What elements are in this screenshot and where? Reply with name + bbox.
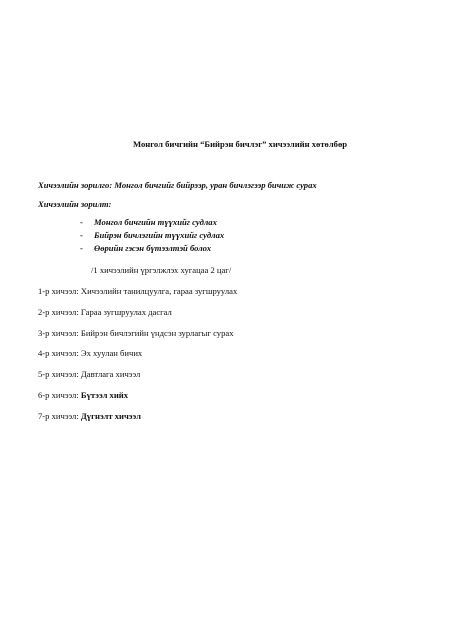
document-title: Монгол бичгийн “Бийрэн бичлэг” хичээлийн хөтөлбөр [133,139,348,149]
lesson-topic: Бүтээл хийх [80,389,129,400]
bullet-dash: - [80,217,83,227]
bullet-dash: - [80,243,83,253]
lesson-topic: Бийрэн бичлэгийн үндсэн зурлагыг сурах [80,327,234,338]
lesson-label: 2-р хичээл: [38,306,79,317]
lesson-item [38,390,237,401]
course-goal: Хичээлийн зорилго: Монгол бичгийг бийрээр, уран бичлэгээр бичиж сурах [38,180,317,190]
lesson-topic: Эх хуулан бичих [80,348,143,359]
lesson-label: 7-р хичээл: [38,410,79,421]
lesson-item [38,307,237,318]
lesson-label: 6-р хичээл: [38,389,79,400]
objective-text: Бийрэн бичлэгийн түүхийг судлах [94,230,225,240]
objectives-heading: Хичээлийн зорилт: [38,199,112,209]
objective-text: Монгол бичгийн түүхийг судлах [94,217,217,227]
lesson-item [38,411,237,422]
lesson-item [38,348,237,359]
lesson-label: 3-р хичээл: [38,327,79,338]
lesson-label: 4-р хичээл: [38,348,79,359]
lesson-item [38,286,237,297]
lesson-duration: /1 хичээлийн үргэлжлэх хугацаа 2 цаг/ [91,265,232,275]
lesson-topic: Хичээлийн танилцуулга, гараа зугшруулах [80,286,238,296]
objective-item [80,229,224,242]
lesson-topic: Дүгнэлт хичээл [80,410,141,421]
lesson-label: 5-р хичээл: [38,369,79,380]
objective-text: Өөрийн гэсэн бүтээлтэй болох [94,243,212,253]
objectives-list [80,216,224,255]
objective-item [80,216,224,229]
bullet-dash: - [80,230,83,240]
lesson-topic: Давтлага хичээл [80,369,141,380]
objective-item [80,242,224,255]
lesson-item [38,369,237,380]
lesson-label: 1-р хичээл: [38,286,79,296]
lesson-topic: Гараа зугшруулах дасгал [80,306,172,317]
lesson-list [38,286,237,432]
lesson-item [38,328,237,339]
